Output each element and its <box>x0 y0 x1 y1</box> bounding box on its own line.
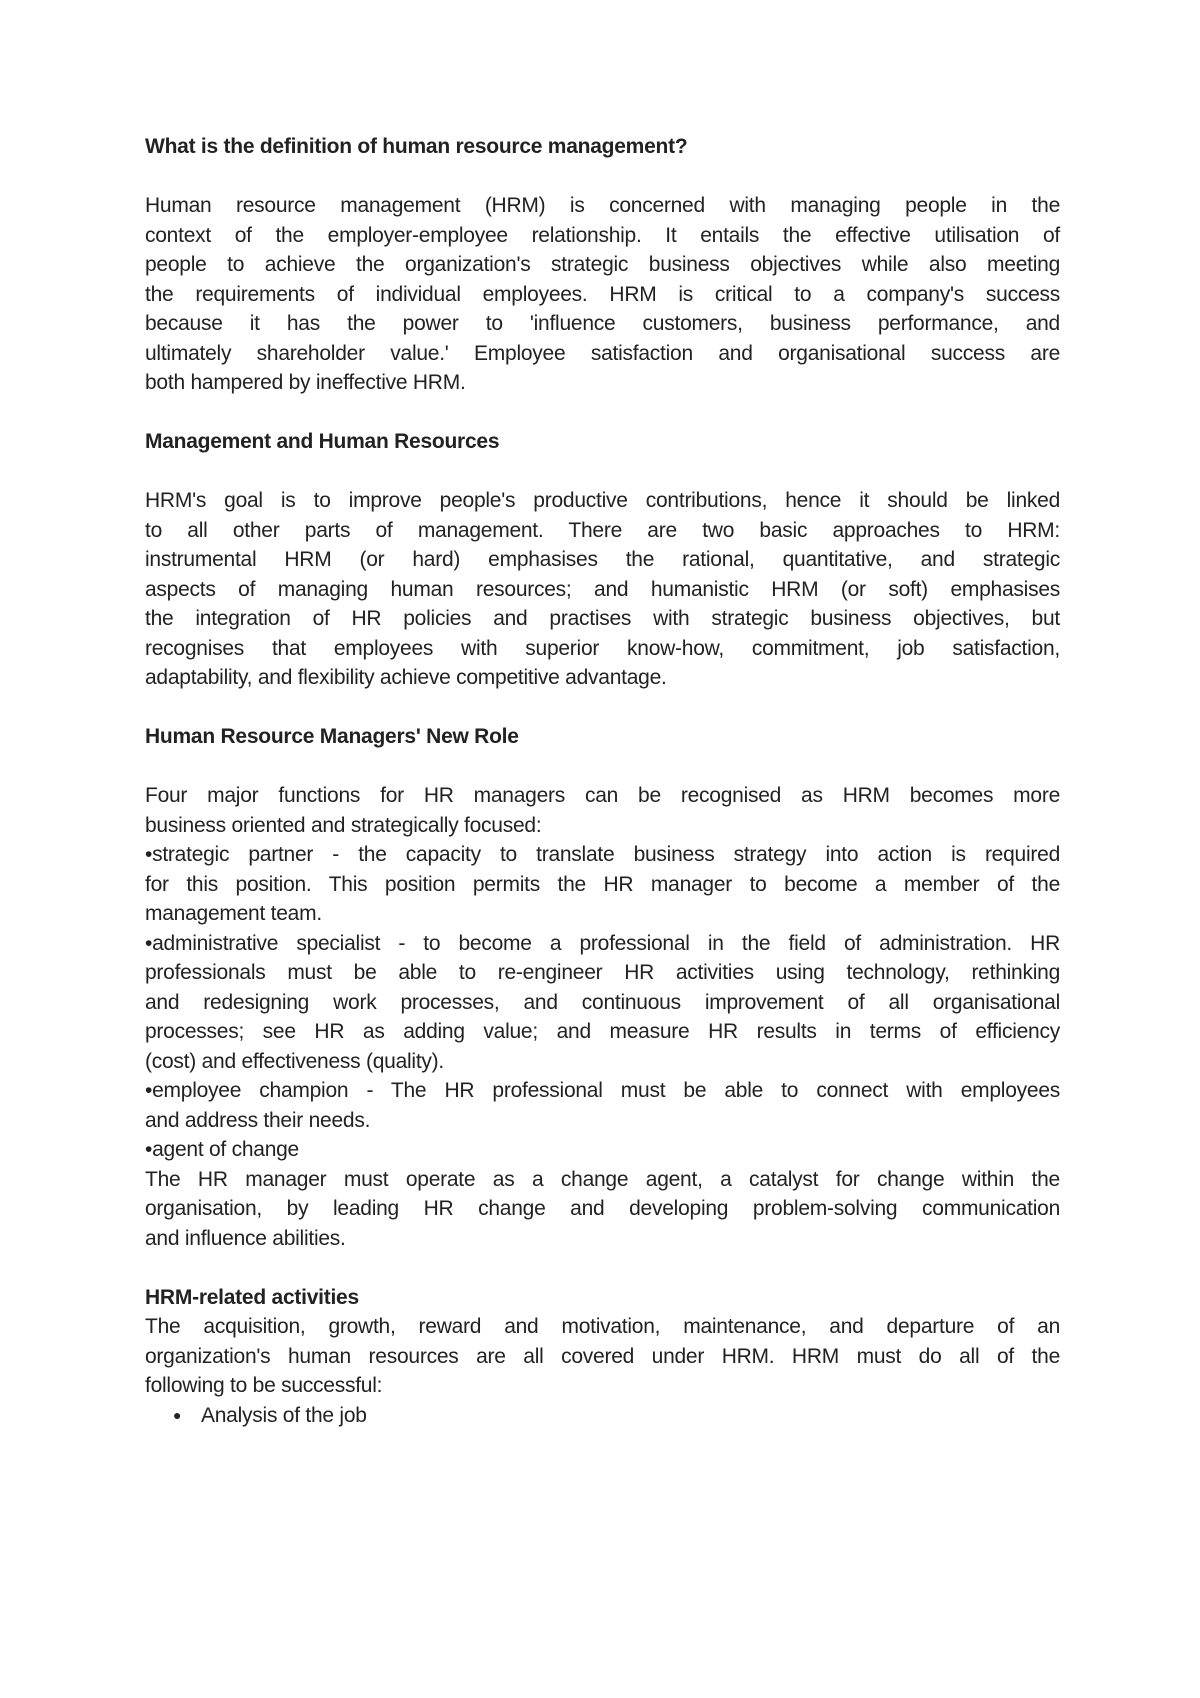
blank-line <box>145 1253 1060 1283</box>
paragraph-line: and redesigning work processes, and continuous improvement of all organisational <box>145 990 1060 1014</box>
paragraph <box>145 191 1060 398</box>
paragraph-line: for this position. This position permits the HR manager to become a member of the <box>145 872 1060 896</box>
paragraph-line: recognises that employees with superior know-how, commitment, job satisfaction, <box>145 636 1060 660</box>
document-section <box>145 398 1060 693</box>
paragraph-line: organization's human resources are all covered under HRM. HRM must do all of the <box>145 1344 1060 1368</box>
paragraph-line: •administrative specialist - to become a professional in the field of administration. HR <box>145 931 1060 955</box>
section-heading: Human Resource Managers' New Role <box>145 725 519 748</box>
paragraph-line: organisation, by leading HR change and developing problem-solving communication <box>145 1197 1060 1220</box>
paragraph-line: instrumental HRM (or hard) emphasises the rational, quantitative, and strategic <box>145 548 1060 571</box>
paragraph-line: and address their needs. <box>145 1108 371 1132</box>
blank-line <box>145 162 1060 192</box>
paragraph-line: (cost) and effectiveness (quality). <box>145 1049 445 1073</box>
section-heading: Management and Human Resources <box>145 430 500 453</box>
document-section <box>145 1253 1060 1430</box>
paragraph-line: the integration of HR policies and practises with strategic business objectives, but <box>145 607 1060 630</box>
paragraph-line: professionals must be able to re-engineer HR activities using technology, rethinking <box>145 961 1060 984</box>
paragraph-line: •employee champion - The HR professional must be able to connect with employees <box>145 1079 1060 1102</box>
paragraph-line: both hampered by ineffective HRM. <box>145 371 466 394</box>
blank-line <box>145 398 1060 428</box>
paragraph-line: Four major functions for HR managers can be recognised as HRM becomes more <box>145 784 1060 807</box>
paragraph <box>145 1076 1060 1135</box>
paragraph <box>145 781 1060 840</box>
paragraph-line: Human resource management (HRM) is concerned with managing people in the <box>145 194 1060 217</box>
paragraph <box>145 1312 1060 1401</box>
blank-line <box>145 693 1060 723</box>
document-section <box>145 132 1060 398</box>
paragraph-line: The HR manager must operate as a change agent, a catalyst for change within the <box>145 1167 1060 1191</box>
paragraph-line: •strategic partner - the capacity to translate business strategy into action is required <box>145 843 1060 866</box>
bullet-list <box>145 1401 1060 1431</box>
paragraph <box>145 1135 1060 1165</box>
paragraph-line: adaptability, and flexibility achieve competitive advantage. <box>145 666 667 689</box>
document-section <box>145 693 1060 1254</box>
paragraph-line: ultimately shareholder value.' Employee satisfaction and organisational success are <box>145 341 1060 365</box>
paragraph-line: and influence abilities. <box>145 1226 346 1250</box>
paragraph-line: aspects of managing human resources; and humanistic HRM (or soft) emphasises <box>145 577 1060 601</box>
paragraph-line: people to achieve the organization's strategic business objectives while also meeting <box>145 253 1060 276</box>
paragraph-line: HRM's goal is to improve people's productive contributions, hence it should be linked <box>145 489 1060 512</box>
paragraph <box>145 1165 1060 1254</box>
paragraph <box>145 929 1060 1077</box>
paragraph-line: to all other parts of management. There are two basic approaches to HRM: <box>145 518 1060 542</box>
paragraph-line: processes; see HR as adding value; and measure HR results in terms of efficiency <box>145 1020 1060 1043</box>
section-heading: What is the definition of human resource management? <box>145 135 688 158</box>
blank-line <box>145 457 1060 487</box>
paragraph-line: following to be successful: <box>145 1374 383 1397</box>
paragraph-line: the requirements of individual employees. HRM is critical to a company's success <box>145 282 1060 306</box>
paragraph-line: •agent of change <box>145 1138 299 1161</box>
bullet-icon: ● <box>173 1406 182 1423</box>
list-item-text: Analysis of the job <box>201 1403 367 1427</box>
paragraph-line: context of the employer-employee relationship. It entails the effective utilisation of <box>145 223 1060 247</box>
blank-line <box>145 752 1060 782</box>
paragraph <box>145 840 1060 929</box>
paragraph-line: The acquisition, growth, reward and motivation, maintenance, and departure of an <box>145 1315 1060 1338</box>
paragraph-line: business oriented and strategically focused: <box>145 813 542 837</box>
paragraph-line: because it has the power to 'influence customers, business performance, and <box>145 312 1060 335</box>
list-item <box>145 1401 1060 1431</box>
section-heading: HRM-related activities <box>145 1285 359 1309</box>
paragraph <box>145 486 1060 693</box>
paragraph-line: management team. <box>145 902 322 925</box>
document-page <box>145 132 1060 1430</box>
